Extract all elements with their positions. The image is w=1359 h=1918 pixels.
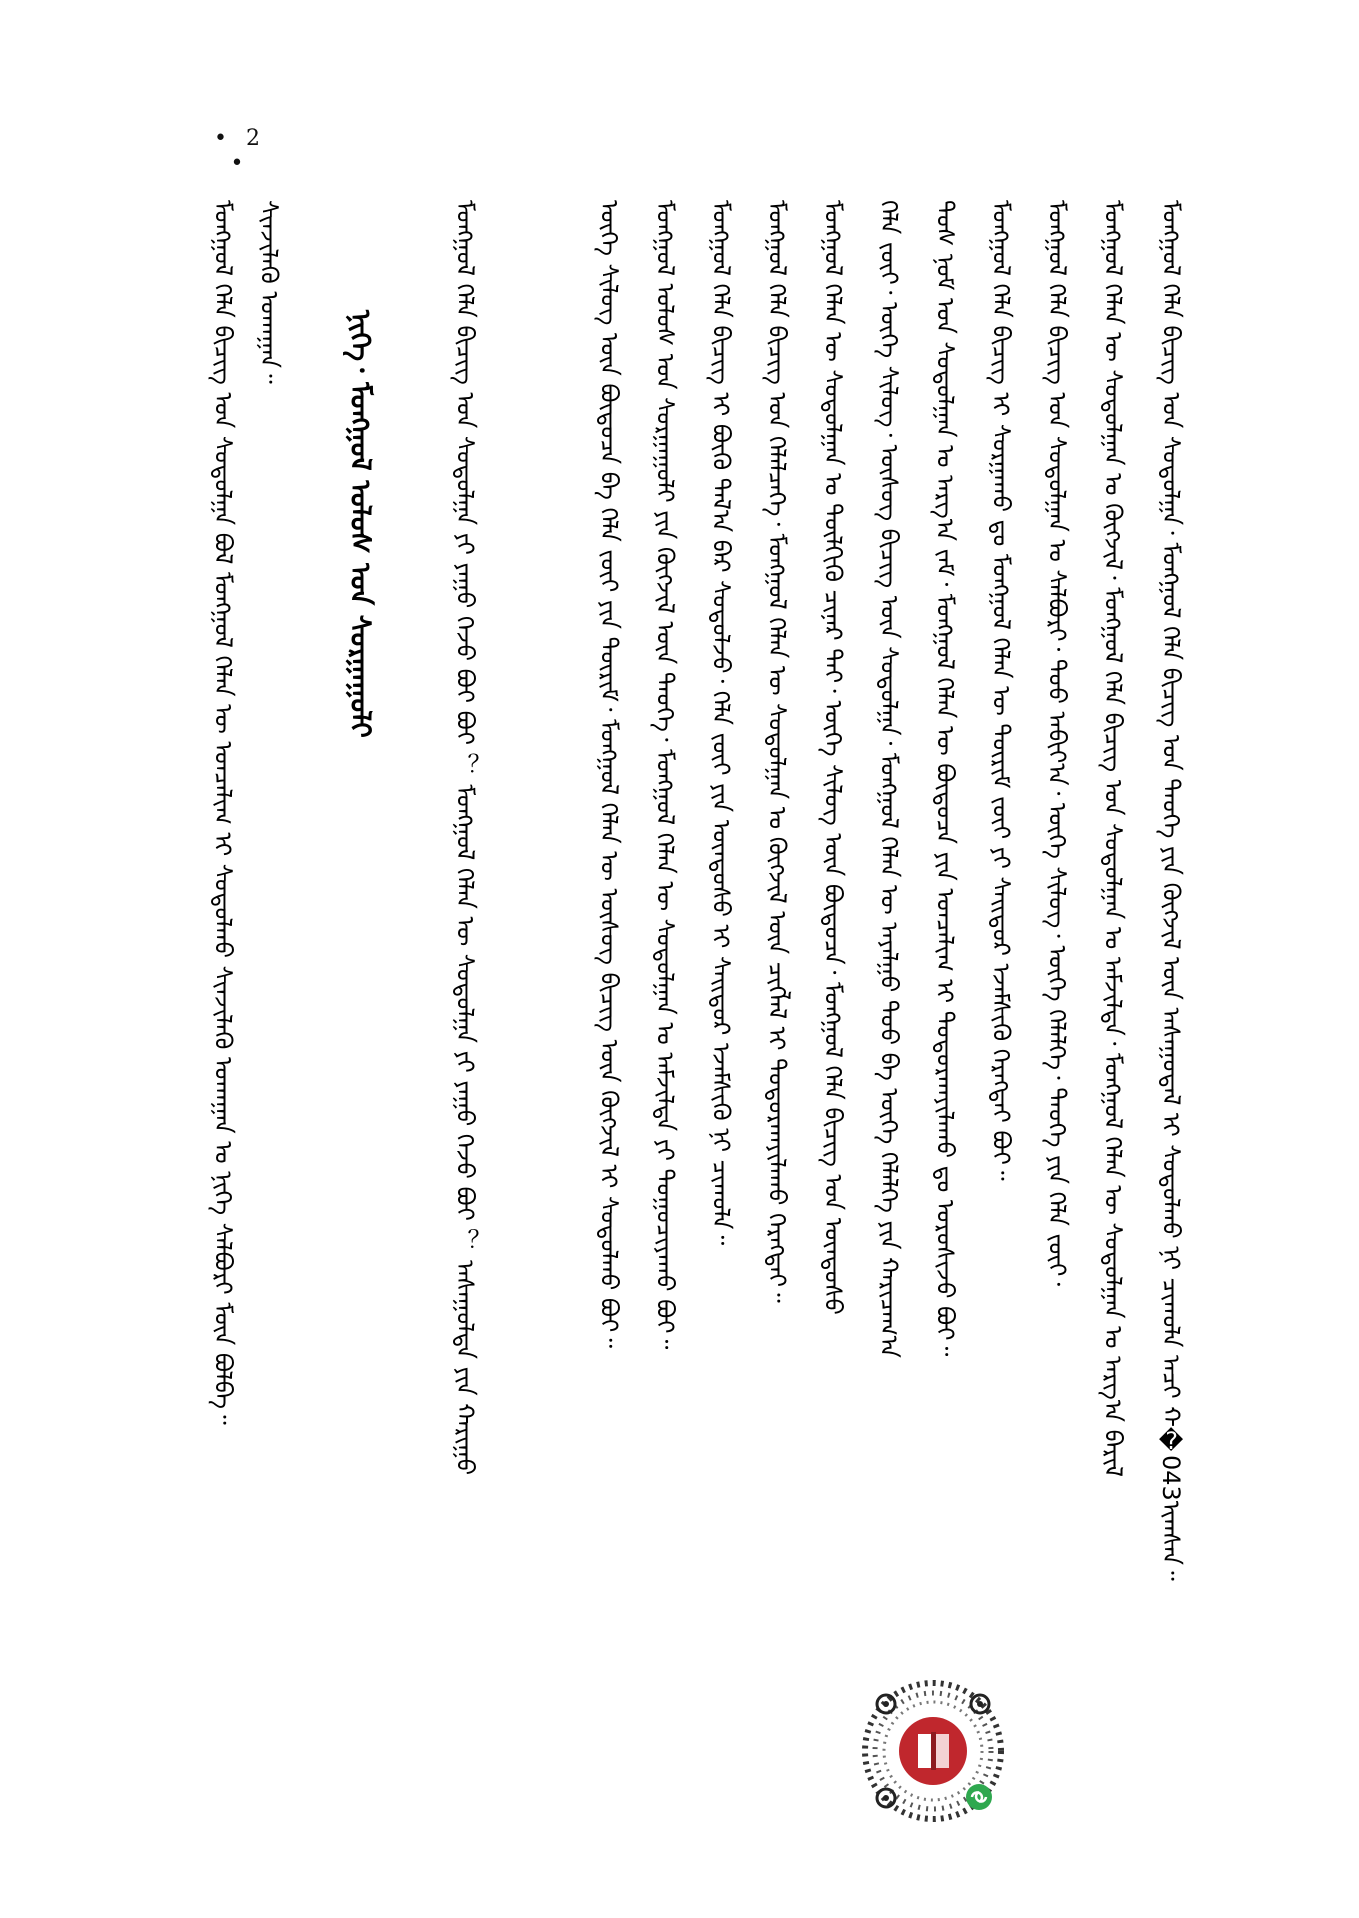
text-column-10: ᠮᠣᠩᠭᠣᠯ ᠤᠯᠤᠰ ᠤᠨ ᠰᠤᠷᠭᠠᠭᠤᠯᠢ ᠶᠢᠨ ᠬᠥᠭᠵᠢᠯ ᠦᠨ ᠲᠡᠦᠬᠡ᠂ ᠮᠣᠩᠭᠣᠯ ᠬᠡᠯᠡᠨ ᠦ ᠰᠤᠳᠤᠯᠭᠠᠨ ᠤ ᠠᠮᠵᠢᠯᠲᠠ ᠶᠢ ᠲᠣᠭᠤᠴᠢᠶᠠᠬᠤ ᠪᠤᠢ᠃	[651, 200, 679, 1350]
text-column-9: ᠮᠣᠩᠭᠣᠯ ᠬᠡᠯᠡ ᠪᠢᠴᠢᠭ ᠢ ᠪᠦᠬᠦ ᠲᠠᠯ᠎ᠠ ᠪᠠᠷ ᠰᠤᠳᠤᠯᠵᠤ᠂ ᠬᠡᠯᠡ ᠵᠦᠢ ᠶᠢᠨ ᠦᠨᠳᠦᠰᠦ ᠢ ᠰᠠᠢᠲᠤᠷ ᠡᠵᠡᠮᠰᠢᠬᠦ ᠨᠢ ᠴᠢᠬᠤᠯᠠ᠃	[707, 200, 735, 1246]
text-column-11: ᠦᠭᠡ ᠰᠢᠯᠦᠭ ᠦᠨ ᠪᠦᠲᠦᠴᠡ ᠪᠠ ᠬᠡᠯᠡ ᠵᠦᠢ ᠶᠢᠨ ᠳᠦᠷᠢᠮ᠂ ᠮᠣᠩᠭᠣᠯ ᠬᠡᠯᠡᠨ ᠦ ᠦᠰᠦᠭ ᠪᠢᠴᠢᠭ ᠦᠨ ᠬᠥᠭᠵᠢᠯ ᠢ ᠰᠤᠳᠤᠯᠬᠤ ᠪᠤᠢ᠃	[595, 200, 623, 1349]
text-column-13: ᠮᠣᠩᠭᠣᠯ ᠬᠡᠯᠡ ᠪᠢᠴᠢᠭ ᠤᠨ ᠰᠤᠳᠤᠯᠭᠠ ᠪᠣᠯ ᠮᠣᠩᠭᠣᠯ ᠬᠡᠯᠡᠨ ᠦ ᠣᠨᠴᠠᠯᠢᠭ ᠢ ᠰᠤᠳᠤᠯᠬᠤ ᠰᠢᠨᠵᠢᠯᠡᠬᠦ ᠤᠬᠠᠭᠠᠨ ᠤ ᠨᠢᠭᠡ ᠰᠠᠯᠪᠤᠷᠢ ᠮᠥᠨ ᠪᠣᠯᠪᠠ᠃	[209, 200, 237, 1425]
text-column-7: ᠮᠣᠩᠭᠣᠯ ᠬᠡᠯᠡᠨ ᠦ ᠰᠤᠳᠤᠯᠭᠠᠨ ᠤ ᠲᠦᠯᠬᠢᠬᠦ ᠴᠢᠨᠠᠷ ᠲᠠᠢ᠂ ᠦᠭᠡ ᠰᠢᠯᠦᠭ ᠦᠨ ᠪᠦᠲᠦᠴᠡ᠂ ᠮᠣᠩᠭᠣᠯ ᠬᠡᠯᠡ ᠪᠢᠴᠢᠭ ᠤᠨ ᠦᠨᠳᠦᠰᠦ	[819, 200, 847, 1315]
text-column-14: ᠰᠢᠨᠵᠢᠯᠡᠬᠦ ᠤᠬᠠᠭᠠᠨ᠃	[255, 200, 283, 384]
text-column-6: ᠬᠡᠯᠡ ᠵᠦᠢ᠂ ᠦᠭᠡ ᠰᠢᠯᠦᠭ᠂ ᠦᠰᠦᠭ ᠪᠢᠴᠢᠭ ᠦᠨ ᠰᠤᠳᠤᠯᠭᠠ᠂ ᠮᠣᠩᠭᠣᠯ ᠬᠡᠯᠡᠨ ᠦ ᠠᠶᠠᠯᠭᠤ ᠳᠤᠤ ᠪᠠ ᠦᠭᠡ ᠬᠡᠯᠡᠯᠭᠡ ᠶᠢᠨ ᠬᠠᠷᠢᠴᠠᠭ᠎ᠠ	[875, 200, 903, 1358]
text-column-4: ᠮᠣᠩᠭᠣᠯ ᠬᠡᠯᠡ ᠪᠢᠴᠢᠭ ᠢ ᠰᠤᠷᠭᠠᠬᠤ ᠳᠤ ᠮᠣᠩᠭᠣᠯ ᠬᠡᠯᠡᠨ ᠦ ᠳᠦᠷᠢᠮ ᠵᠦᠢ ᠶᠢ ᠰᠠᠢᠲᠤᠷ ᠡᠵᠡᠮᠰᠢᠬᠦ ᠬᠡᠷᠡᠭᠲᠡᠢ ᠪᠤᠢ᠃	[987, 200, 1015, 1181]
section-heading: ᠨᠢᠭᠡ᠂ ᠮᠣᠩᠭᠣᠯ ᠤᠯᠤᠰ ᠤᠨ ᠰᠤᠷᠭᠠᠭᠤᠯᠢ	[344, 310, 377, 738]
text-column-2: ᠮᠣᠩᠭᠣᠯ ᠬᠡᠯᠡᠨ ᠦ ᠰᠤᠳᠤᠯᠭᠠᠨ ᠤ ᠬᠥᠭᠵᠢᠯ᠂ ᠮᠣᠩᠭᠣᠯ ᠬᠡᠯᠡ ᠪᠢᠴᠢᠭ ᠤᠨ ᠰᠤᠳᠤᠯᠭᠠᠨ ᠤ ᠠᠮᠵᠢᠯᠲᠠ᠂ ᠮᠣᠩᠭᠣᠯ ᠬᠡᠯᠡᠨ ᠦ ᠰᠤᠳᠤᠯᠭᠠᠨ ᠤ ᠠᠷᠭ᠎ᠠ ᠪᠠᠷᠢᠯ	[1099, 200, 1127, 1477]
book-logo-icon	[899, 1717, 967, 1785]
text-column-12: ᠮᠣᠩᠭᠣᠯ ᠬᠡᠯᠡ ᠪᠢᠴᠢᠭ ᠤᠨ ᠰᠤᠳᠤᠯᠭᠠ ᠶᠢ ᠶᠠᠭᠤ ᠭᠡᠵᠦ ᠪᠤᠢ ᠪᠤᠢ ？ ᠮᠣᠩᠭᠣᠯ ᠬᠡᠯᠡᠨ ᠦ ᠰᠤᠳᠤᠯᠭᠠ ᠶᠢ ᠶᠠᠭᠤ ᠭᠡᠵᠦ ᠪᠤᠢ ？ ᠠᠰᠠᠭᠤᠯᠲᠠ ᠶᠢᠨ ᠬᠠᠷᠢᠭᠤ	[451, 200, 479, 1476]
text-column-1: ᠮᠣᠩᠭᠣᠯ ᠬᠡᠯᠡ ᠪᠢᠴᠢᠭ ᠤᠨ ᠰᠤᠳᠤᠯᠭᠠ᠂ ᠮᠣᠩᠭᠣᠯ ᠬᠡᠯᠡ ᠪᠢᠴᠢᠭ ᠤᠨ ᠲᠡᠦᠬᠡ ᠶᠢᠨ ᠬᠥᠭᠵᠢᠯ ᠦᠨ ᠠᠰᠠᠭᠤᠳᠠᠯ ᠢ ᠰᠤᠳᠤᠯᠬᠤ ᠨᠢ ᠴᠢᠬᠤᠯᠠ ᠠᠴᠢ ᠬ�043ᠢᠭᠰᠠᠨ᠃	[1157, 200, 1185, 1581]
text-column-3: ᠮᠣᠩᠭᠣᠯ ᠬᠡᠯᠡ ᠪᠢᠴᠢᠭ ᠤᠨ ᠰᠤᠳᠤᠯᠭᠠᠨ ᠤ ᠰᠠᠯᠪᠤᠷᠢ᠂ ᠳᠤᠤ ᠠᠪᠢᠶ᠎ᠠ᠂ ᠦᠭᠡ ᠰᠢᠯᠦᠭ᠂ ᠦᠭᠡ ᠬᠡᠯᠡᠯᠭᠡ᠂ ᠲᠡᠦᠬᠡ ᠶᠢᠨ ᠬᠡᠯᠡ ᠵᠦᠢ᠂	[1043, 200, 1071, 1287]
page-number: • 2 •	[214, 126, 266, 176]
text-column-8: ᠮᠣᠩᠭᠣᠯ ᠬᠡᠯᠡ ᠪᠢᠴᠢᠭ ᠤᠨ ᠬᠡᠯᠡᠯᠴᠡᠭᠡ᠂ ᠮᠣᠩᠭᠣᠯ ᠬᠡᠯᠡᠨ ᠦ ᠰᠤᠳᠤᠯᠭᠠᠨ ᠤ ᠬᠥᠭᠵᠢᠯ ᠦᠨ ᠴᠢᠭᠯᠡᠯ ᠢ ᠲᠣᠳᠤᠷᠬᠠᠶᠢᠯᠠᠬᠤ ᠬᠡᠷᠡᠭᠲᠡᠢ᠃	[763, 200, 791, 1303]
qr-code-badge-icon[interactable]	[858, 1676, 1008, 1826]
text-column-5: ᠲᠤᠰ ᠨᠣᠮ ᠤᠨ ᠰᠤᠳᠤᠯᠭᠠᠨ ᠤ ᠠᠷᠭ᠎ᠠ ᠵᠠᠮ᠂ ᠮᠣᠩᠭᠣᠯ ᠬᠡᠯᠡᠨ ᠦ ᠪᠦᠲᠦᠴᠡ ᠶᠢᠨ ᠣᠨᠴᠠᠯᠢᠭ ᠢ ᠲᠣᠳᠤᠷᠬᠠᠶᠢᠯᠠᠬᠤ ᠳᠤ ᠣᠷᠤᠰᠢᠵᠤ ᠪᠤᠢ᠃	[931, 200, 959, 1357]
mini-program-icon	[966, 1784, 992, 1810]
